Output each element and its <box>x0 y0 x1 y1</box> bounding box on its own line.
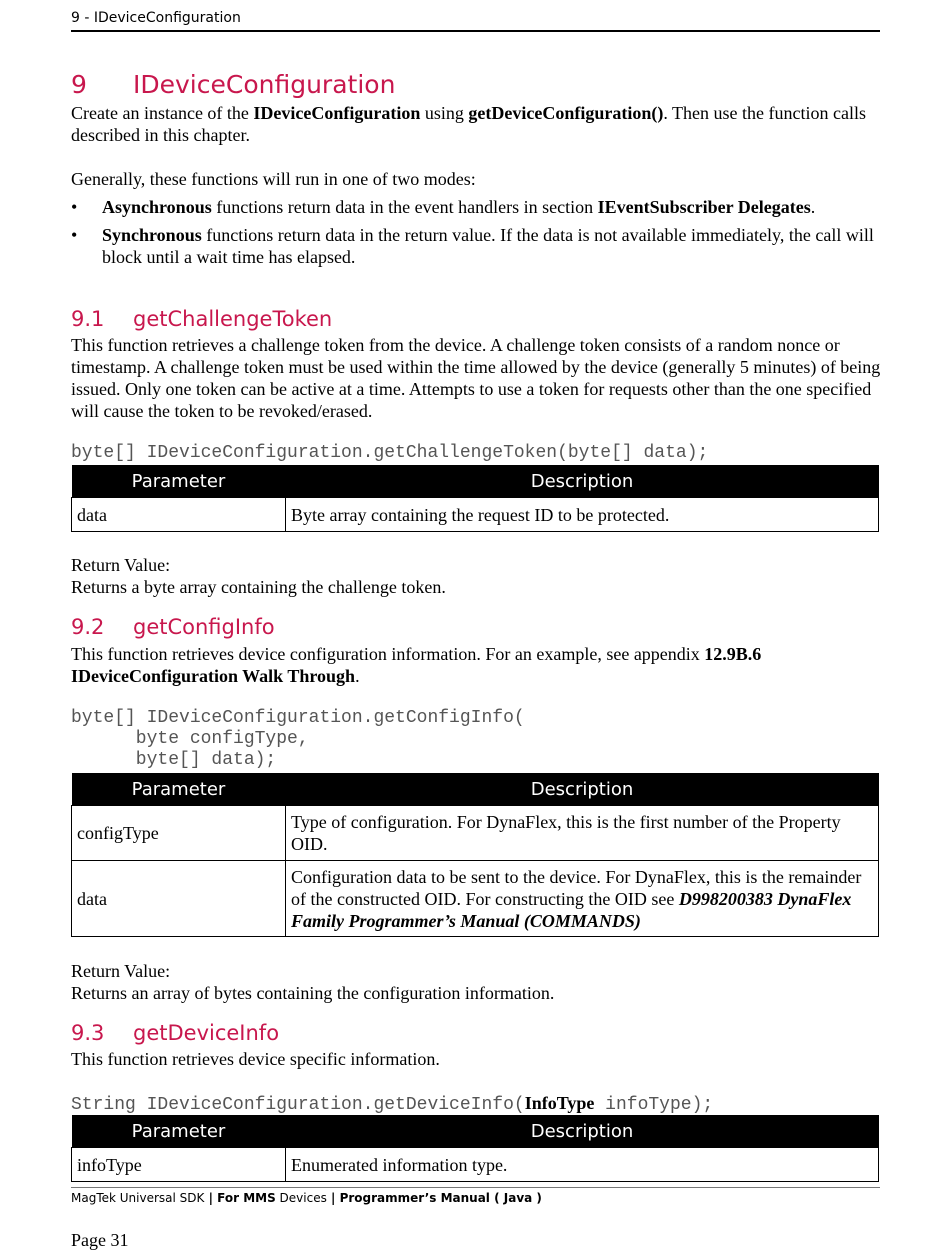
return-value-label: Return Value: <box>71 555 171 575</box>
subsection-heading-9-1 <box>71 305 332 333</box>
table-header-row <box>72 1115 879 1148</box>
param-description-cell: Byte array containing the request ID to be protected. <box>286 498 879 532</box>
subsection-title: getChallengeToken <box>133 307 333 331</box>
bullet-text: . <box>810 197 816 217</box>
column-header: Parameter <box>72 465 286 498</box>
table-header-row <box>72 773 879 806</box>
footer-scope: For MMS <box>217 1191 276 1205</box>
param-description-cell: Type of configuration. For DynaFlex, this is the first number of the Property OID. <box>286 806 879 861</box>
table-row <box>72 1148 879 1182</box>
subsection-heading-9-3 <box>71 1019 279 1047</box>
signature-line: byte configType, <box>71 729 309 749</box>
footer-scope: Devices <box>275 1191 327 1205</box>
param-name-cell: data <box>72 498 286 532</box>
bullet-asynchronous <box>71 196 883 218</box>
signature-line: byte[] IDeviceConfiguration.getConfigInfo( <box>71 708 525 728</box>
parameter-table <box>71 1115 879 1182</box>
intro-text: . Then use the function calls described in this chapter. <box>71 103 866 145</box>
intro-text: Create an instance of the <box>71 103 254 123</box>
parameter-table <box>71 773 879 937</box>
bullet-dot: • <box>71 197 78 217</box>
column-header: Description <box>286 465 879 498</box>
intro-text: using <box>420 103 469 123</box>
function-signature <box>71 1093 713 1116</box>
footer-product: MagTek Universal SDK <box>71 1191 205 1205</box>
param-description-cell: Enumerated information type. <box>286 1148 879 1182</box>
subsection-description: This function retrieves device specific information. <box>71 1049 440 1069</box>
footer-divider <box>71 1187 880 1188</box>
signature-type: InfoType <box>524 1093 595 1113</box>
subsection-title: getConfigInfo <box>133 615 275 639</box>
return-value-text: Returns an array of bytes containing the configuration information. <box>71 983 555 1003</box>
return-value-label: Return Value: <box>71 961 171 981</box>
signature-text: infoType); <box>594 1095 714 1115</box>
table-row <box>72 861 879 937</box>
return-value-text: Returns a byte array containing the challenge token. <box>71 577 446 597</box>
signature-text: String IDeviceConfiguration.getDeviceInfo( <box>71 1095 525 1115</box>
intro-bold-class: IDeviceConfiguration <box>253 103 421 123</box>
column-header: Description <box>286 773 879 806</box>
subsection-title: getDeviceInfo <box>133 1021 280 1045</box>
subsection-number: 9.1 <box>71 307 105 331</box>
subsection-description <box>71 643 883 687</box>
table-row <box>72 498 879 532</box>
intro-bold-function: getDeviceConfiguration() <box>468 103 664 123</box>
section-heading <box>71 68 395 102</box>
function-signature: byte[] IDeviceConfiguration.getChallengeToken(byte[] data); <box>71 443 709 463</box>
appendix-reference: 12.9B.6 IDeviceConfiguration Walk Through <box>71 644 762 686</box>
param-name-cell: configType <box>72 806 286 861</box>
section-title: IDeviceConfiguration <box>133 70 396 99</box>
bullet-text: functions return data in the return value. If the data is not available immediately, the call will block until a wait time has elapsed. <box>102 225 874 267</box>
signature-line: byte[] data); <box>71 750 277 770</box>
footer-separator: | <box>326 1191 340 1205</box>
parameter-table <box>71 465 879 532</box>
column-header: Parameter <box>72 773 286 806</box>
subsection-number: 9.3 <box>71 1021 105 1045</box>
param-description-cell <box>286 861 879 937</box>
modes-intro: Generally, these functions will run in one of two modes: <box>71 169 476 189</box>
bullet-term: Asynchronous <box>102 197 212 217</box>
function-signature <box>71 708 525 771</box>
footer-separator: | <box>204 1191 218 1205</box>
bullet-reference: IEventSubscriber Delegates <box>597 197 811 217</box>
footer-manual-title: Programmer’s Manual ( Java ) <box>339 1191 542 1205</box>
subsection-description: This function retrieves a challenge token from the device. A challenge token consists of a random nonce or timestamp. A challenge token must be used within the time allowed by the device (generally 5 minutes) of being issued. Only one token can be active at a time. Attempts to use a token for requests other than the one specified will cause the token to be revoked/erased. <box>71 335 881 421</box>
bullet-text: functions return data in the event handlers in section <box>211 197 598 217</box>
subsection-number: 9.2 <box>71 615 105 639</box>
table-header-row <box>72 465 879 498</box>
section-number: 9 <box>71 70 87 99</box>
bullet-synchronous <box>71 224 883 268</box>
description-text: This function retrieves device configuration information. For an example, see appendix <box>71 644 705 664</box>
page-number: Page 31 <box>71 1230 129 1250</box>
section-intro <box>71 102 883 146</box>
param-name-cell: infoType <box>72 1148 286 1182</box>
description-text: Configuration data to be sent to the device. For DynaFlex, this is the remainder of the constructed OID. For constructing the OID see <box>291 866 862 909</box>
bullet-term: Synchronous <box>102 225 202 245</box>
column-header: Description <box>286 1115 879 1148</box>
param-name-cell: data <box>72 861 286 937</box>
running-footer <box>71 1190 542 1206</box>
bullet-dot: • <box>71 225 78 245</box>
column-header: Parameter <box>72 1115 286 1148</box>
running-header: 9 - IDeviceConfiguration <box>71 8 880 32</box>
description-text: . <box>355 666 360 686</box>
subsection-heading-9-2 <box>71 613 275 641</box>
table-row <box>72 806 879 861</box>
manual-reference: D998200383 DynaFlex Family Programmer’s Manual (COMMANDS) <box>291 888 852 931</box>
